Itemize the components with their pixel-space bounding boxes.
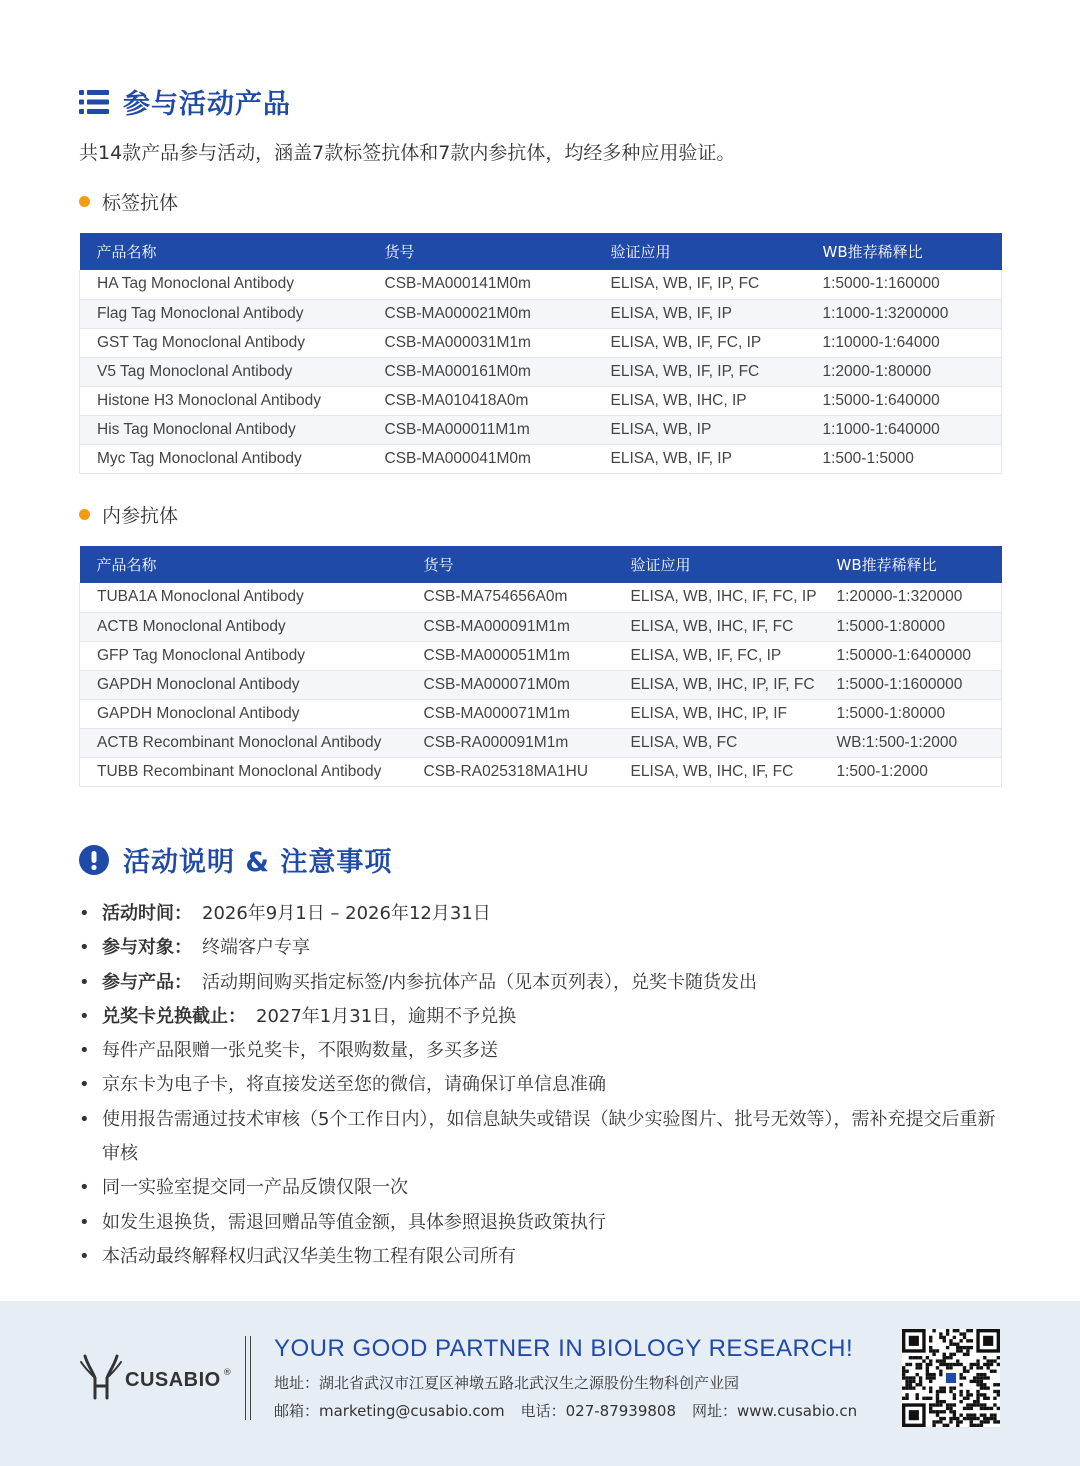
table-cell: ELISA, WB, IF, IP xyxy=(594,444,806,473)
note-item xyxy=(79,966,1009,1000)
note-item xyxy=(79,1240,1009,1274)
note-item xyxy=(79,1034,1009,1068)
table-cell: 1:500-1:2000 xyxy=(820,757,1002,786)
column-header: 产品名称 xyxy=(80,546,407,583)
table-cell: His Tag Monoclonal Antibody xyxy=(80,415,368,444)
table-row xyxy=(80,415,1002,444)
logo-text: CUSABIO xyxy=(125,1369,221,1391)
bullet-dot-icon xyxy=(79,196,90,207)
note-text: 2026年9月1日 – 2026年12月31日 xyxy=(202,903,491,924)
column-header: 货号 xyxy=(368,233,594,270)
table-cell: CSB-RA025318MA1HU xyxy=(407,757,614,786)
table-cell: ELISA, WB, FC xyxy=(614,728,820,757)
internal-antibodies-table xyxy=(79,546,1002,787)
table-cell: CSB-MA000161M0m xyxy=(368,357,594,386)
note-item xyxy=(79,1171,1009,1205)
tag-antibodies-heading xyxy=(79,188,178,215)
internal-antibodies-heading xyxy=(79,501,178,528)
note-item xyxy=(79,1000,1009,1034)
table-cell: 1:2000-1:80000 xyxy=(806,357,1002,386)
table-cell: CSB-MA000091M1m xyxy=(407,612,614,641)
phone: 电话：027-87939808 xyxy=(520,1402,677,1420)
table-cell: GAPDH Monoclonal Antibody xyxy=(80,670,407,699)
note-text: 每件产品限赠一张兑奖卡，不限购数量，多买多送 xyxy=(102,1040,498,1062)
table-cell: ELISA, WB, IHC, IF, FC xyxy=(614,612,820,641)
products-section-header xyxy=(79,82,291,121)
table-cell: CSB-MA000011M1m xyxy=(368,415,594,444)
table-cell: CSB-MA000071M1m xyxy=(407,699,614,728)
table-row xyxy=(80,357,1002,386)
table-row xyxy=(80,728,1002,757)
table-cell: ELISA, WB, IHC, IP xyxy=(594,386,806,415)
column-header: WB推荐稀释比 xyxy=(806,233,1002,270)
table-cell: CSB-MA000141M0m xyxy=(368,270,594,299)
note-item xyxy=(79,1103,1009,1172)
note-item xyxy=(79,1068,1009,1102)
table-cell: Flag Tag Monoclonal Antibody xyxy=(80,299,368,328)
table-cell: 1:5000-1:640000 xyxy=(806,386,1002,415)
table-row xyxy=(80,328,1002,357)
table-cell: ELISA, WB, IHC, IP, IF xyxy=(614,699,820,728)
table-cell: HA Tag Monoclonal Antibody xyxy=(80,270,368,299)
note-item xyxy=(79,931,1009,965)
table-cell: ELISA, WB, IHC, IF, FC, IP xyxy=(614,583,820,612)
table-row xyxy=(80,612,1002,641)
table-cell: 1:20000-1:320000 xyxy=(820,583,1002,612)
table-cell: 1:5000-1:80000 xyxy=(820,699,1002,728)
table-cell: V5 Tag Monoclonal Antibody xyxy=(80,357,368,386)
table-cell: CSB-MA010418A0m xyxy=(368,386,594,415)
footer xyxy=(0,1301,1080,1466)
table-cell: ELISA, WB, IF, IP xyxy=(594,299,806,328)
table-cell: 1:5000-1:160000 xyxy=(806,270,1002,299)
table-cell: CSB-MA000021M0m xyxy=(368,299,594,328)
address: 地址：湖北省武汉市江夏区神墩五路北武汉生之源股份生物科创产业园 xyxy=(274,1374,740,1392)
table-cell: 1:10000-1:64000 xyxy=(806,328,1002,357)
table-cell: TUBB Recombinant Monoclonal Antibody xyxy=(80,757,407,786)
notes-section-header xyxy=(79,840,392,879)
internal-antibodies-label: 内参抗体 xyxy=(102,505,179,527)
contact-info xyxy=(274,1400,857,1421)
column-header: WB推荐稀释比 xyxy=(820,546,1002,583)
notes-section-title: 活动说明 & 注意事项 xyxy=(123,847,393,878)
table-row xyxy=(80,670,1002,699)
products-section-title: 参与活动产品 xyxy=(123,89,291,120)
table-cell: GFP Tag Monoclonal Antibody xyxy=(80,641,407,670)
table-cell: 1:50000-1:6400000 xyxy=(820,641,1002,670)
note-text: 终端客户专享 xyxy=(202,937,310,959)
table-cell: CSB-MA000031M1m xyxy=(368,328,594,357)
note-label: 兑奖卡兑换截止： xyxy=(102,1005,246,1027)
note-text: 本活动最终解释权归武汉华美生物工程有限公司所有 xyxy=(102,1245,516,1267)
note-text: 2027年1月31日，逾期不予兑换 xyxy=(256,1005,517,1027)
table-header-row xyxy=(80,233,1002,270)
table-row xyxy=(80,641,1002,670)
table-cell: Histone H3 Monoclonal Antibody xyxy=(80,386,368,415)
registered-mark: ® xyxy=(222,1368,232,1378)
table-header-row xyxy=(80,546,1002,583)
note-text: 使用报告需通过技术审核（5个工作日内），如信息缺失或错误（缺少实验图片、批号无效等），需补充提交后重新审核 xyxy=(102,1108,996,1165)
note-text: 如发生退换货，需退回赠品等值金额，具体参照退换货政策执行 xyxy=(102,1211,606,1233)
tag-antibodies-table xyxy=(79,233,1002,474)
column-header: 货号 xyxy=(407,546,614,583)
table-row xyxy=(80,583,1002,612)
tag-antibodies-label: 标签抗体 xyxy=(102,192,179,214)
table-cell: ELISA, WB, IP xyxy=(594,415,806,444)
table-cell: CSB-MA000051M1m xyxy=(407,641,614,670)
table-cell: GAPDH Monoclonal Antibody xyxy=(80,699,407,728)
table-cell: 1:500-1:5000 xyxy=(806,444,1002,473)
table-cell: Myc Tag Monoclonal Antibody xyxy=(80,444,368,473)
qr-code-icon xyxy=(902,1329,1000,1427)
note-text: 活动期间购买指定标签/内参抗体产品（见本页列表），兑奖卡随货发出 xyxy=(202,971,758,993)
table-row xyxy=(80,444,1002,473)
note-item xyxy=(79,1206,1009,1240)
table-cell: CSB-RA000091M1m xyxy=(407,728,614,757)
column-header: 验证应用 xyxy=(594,233,806,270)
table-cell: CSB-MA754656A0m xyxy=(407,583,614,612)
table-cell: 1:5000-1:80000 xyxy=(820,612,1002,641)
note-text: 京东卡为电子卡，将直接发送至您的微信，请确保订单信息准确 xyxy=(102,1074,606,1096)
table-cell: GST Tag Monoclonal Antibody xyxy=(80,328,368,357)
table-cell: 1:1000-1:3200000 xyxy=(806,299,1002,328)
column-header: 产品名称 xyxy=(80,233,368,270)
table-cell: ACTB Recombinant Monoclonal Antibody xyxy=(80,728,407,757)
table-cell: ACTB Monoclonal Antibody xyxy=(80,612,407,641)
note-label: 参与产品： xyxy=(102,971,192,993)
bullet-dot-icon xyxy=(79,509,90,520)
list-icon xyxy=(79,89,109,115)
table-cell: ELISA, WB, IF, IP, FC xyxy=(594,270,806,299)
cusabio-logo xyxy=(79,1352,232,1400)
table-cell: ELISA, WB, IF, FC, IP xyxy=(594,328,806,357)
note-label: 参与对象： xyxy=(102,937,192,959)
footer-divider xyxy=(245,1336,251,1420)
website[interactable]: 网址：www.cusabio.cn xyxy=(692,1402,858,1420)
note-item xyxy=(79,897,1009,931)
note-text: 同一实验室提交同一产品反馈仅限一次 xyxy=(102,1177,408,1199)
table-cell: ELISA, WB, IF, IP, FC xyxy=(594,357,806,386)
table-cell: TUBA1A Monoclonal Antibody xyxy=(80,583,407,612)
products-intro: 共14款产品参与活动，涵盖7款标签抗体和7款内参抗体，均经多种应用验证。 xyxy=(79,142,736,164)
table-cell: 1:5000-1:1600000 xyxy=(820,670,1002,699)
table-cell: ELISA, WB, IHC, IP, IF, FC xyxy=(614,670,820,699)
table-cell: ELISA, WB, IHC, IF, FC xyxy=(614,757,820,786)
table-cell: WB:1:500-1:2000 xyxy=(820,728,1002,757)
table-row xyxy=(80,699,1002,728)
table-cell: CSB-MA000071M0m xyxy=(407,670,614,699)
note-label: 活动时间： xyxy=(102,903,192,924)
logo-antibody-icon xyxy=(79,1352,123,1400)
email[interactable]: 邮箱：marketing@cusabio.com xyxy=(274,1402,505,1420)
table-row xyxy=(80,386,1002,415)
table-row xyxy=(80,270,1002,299)
slogan: YOUR GOOD PARTNER IN BIOLOGY RESEARCH! xyxy=(274,1335,854,1362)
notes-list xyxy=(79,897,1009,1274)
exclamation-icon xyxy=(79,845,109,875)
table-row xyxy=(80,299,1002,328)
table-cell: CSB-MA000041M0m xyxy=(368,444,594,473)
table-row xyxy=(80,757,1002,786)
column-header: 验证应用 xyxy=(614,546,820,583)
table-cell: ELISA, WB, IF, FC, IP xyxy=(614,641,820,670)
table-cell: 1:1000-1:640000 xyxy=(806,415,1002,444)
